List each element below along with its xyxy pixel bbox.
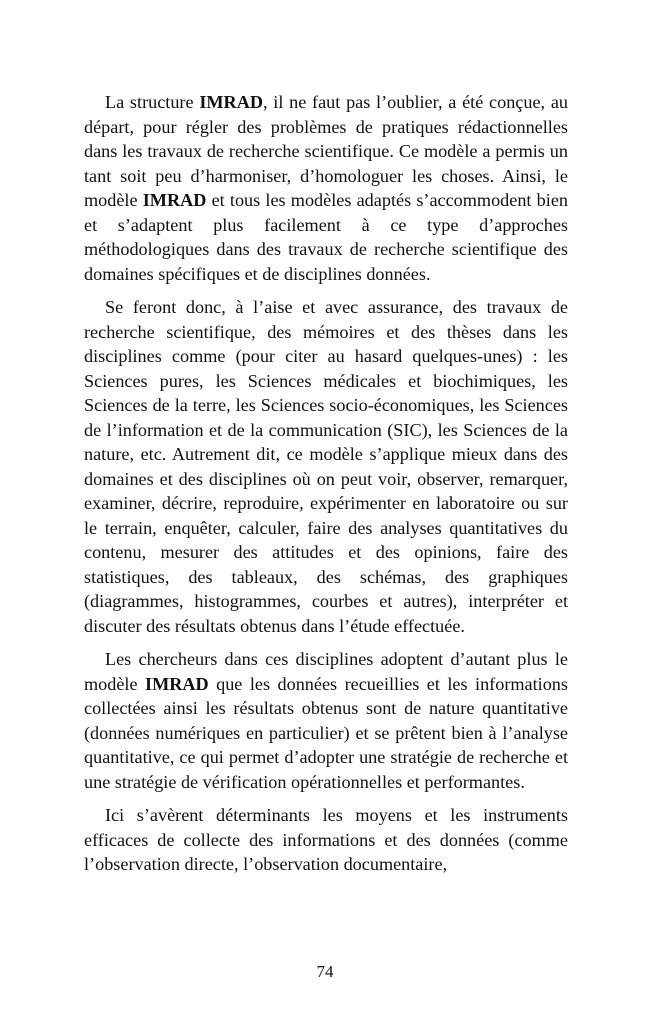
imrad-term: IMRAD	[199, 92, 263, 112]
paragraph-1	[84, 90, 568, 286]
paragraph-4	[84, 803, 568, 877]
paragraph-1-run: La structure	[105, 92, 200, 112]
paragraph-3-run: que les données recueillies et les informations collectées ainsi les résultats obtenus sont de nature quantitative (données numériques en particulier) et se prêtent bien à l’analyse quantitative, ce qui permet d’adopter une stratégie de recherche et une stratégie de vérification opérationnelles et performantes.	[84, 673, 568, 792]
paragraph-1-run: , il ne faut pas l’oublier, a été conçue, au départ, pour régler des problèmes de pratiques rédactionnelles dans les travaux de recherche scientifique. Ce modèle a permis un tant soit peu d’harmoniser, d’homologuer les choses. Ainsi, le modèle	[84, 92, 568, 210]
imrad-term: IMRAD	[142, 190, 207, 210]
paragraph-3	[84, 647, 568, 794]
paragraph-1-run: et tous les modèles adaptés s’accommodent bien et s’adaptent plus facilement à ce type d’approches méthodologiques dans des travaux de recherche scientifique des domaines spécifiques et de disciplines données.	[84, 190, 568, 284]
page-body	[84, 90, 568, 886]
paragraph-4-run: Ici s’avèrent déterminants les moyens et les instruments efficaces de collecte des informations et des données (comme l’observation directe, l’observation documentaire,	[84, 805, 568, 874]
paragraph-3-run: Les chercheurs dans ces disciplines adoptent d’autant plus le modèle	[84, 649, 568, 694]
imrad-term: IMRAD	[145, 673, 209, 694]
paragraph-2-run: Se feront donc, à l’aise et avec assurance, des travaux de recherche scientifique, des mémoires et des thèses dans les disciplines comme (pour citer au hasard quelques-unes) : les Sciences pures, les Sciences médicales et biochimiques, les Sciences de la terre, les Sciences socio-économiques, les Sciences de l’information et de la communication (SIC), les Sciences de la nature, etc. Autrement dit, ce modèle s’applique mieux dans des domaines et des disciplines où on peut voir, observer, remarquer, examiner, décrire, reproduire, expérimenter en laboratoire ou sur le terrain, enquêter, calculer, faire des analyses quantitatives du contenu, mesurer des attitudes et des opinions, faire des statistiques, des tableaux, des schémas, des graphiques (diagrammes, histogrammes, courbes et autres), interpréter et discuter des résultats obtenus dans l’étude effectuée.	[84, 297, 568, 636]
paragraph-2	[84, 295, 568, 638]
page-number: 74	[316, 962, 334, 981]
